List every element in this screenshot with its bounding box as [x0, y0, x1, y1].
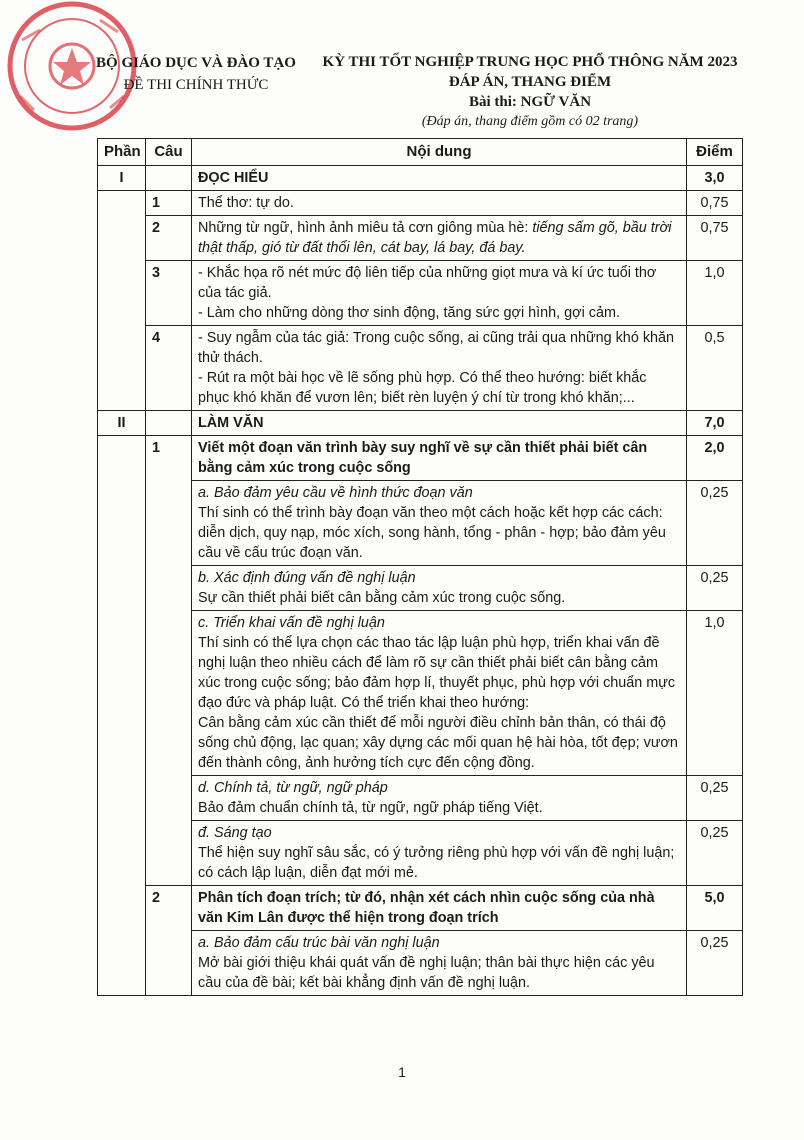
section-score: 7,0	[687, 411, 743, 436]
answer-score: 0,5	[687, 326, 743, 411]
table-row	[98, 776, 743, 821]
table-row	[98, 886, 743, 931]
question-number: 3	[146, 261, 192, 326]
criterion-score: 1,0	[687, 611, 743, 776]
table-row	[98, 481, 743, 566]
criterion: đ. Sáng tạo Thể hiện suy nghĩ sâu sắc, có ý tưởng riêng phù hợp với vấn đề nghị luận; có cách lập luận, diễn đạt mới mẻ.	[192, 821, 687, 886]
answer-table	[97, 138, 743, 996]
answer-score: 0,75	[687, 191, 743, 216]
header-question: Câu	[146, 139, 192, 166]
criterion-score: 0,25	[687, 566, 743, 611]
table-row	[98, 326, 743, 411]
answer-text: - Khắc họa rõ nét mức độ liên tiếp của những giọt mưa và kí ức tuổi thơ của tác giả. - Làm cho những dòng thơ sinh động, tăng sức gợi hình, gợi cảm.	[192, 261, 687, 326]
criterion: d. Chính tả, từ ngữ, ngữ pháp Bảo đảm chuẩn chính tả, từ ngữ, ngữ pháp tiếng Việt.	[192, 776, 687, 821]
table-row	[98, 436, 743, 481]
answer-score: 0,75	[687, 216, 743, 261]
criterion-score: 0,25	[687, 821, 743, 886]
section-row	[98, 166, 743, 191]
table-header-row	[98, 139, 743, 166]
table-row	[98, 611, 743, 776]
criterion-score: 0,25	[687, 931, 743, 996]
table-row	[98, 931, 743, 996]
table-row	[98, 821, 743, 886]
criterion-score: 0,25	[687, 481, 743, 566]
question-title: Phân tích đoạn trích; từ đó, nhận xét cách nhìn cuộc sống của nhà văn Kim Lân được thể hiện trong đoạn trích	[192, 886, 687, 931]
table-row	[98, 191, 743, 216]
page-number: 1	[398, 1064, 406, 1080]
header-content: Nội dung	[192, 139, 687, 166]
question-number: 1	[146, 436, 192, 886]
section-title: ĐỌC HIỂU	[192, 166, 687, 191]
exam-header	[300, 52, 760, 132]
question-number: 1	[146, 191, 192, 216]
table-row	[98, 261, 743, 326]
question-number: 2	[146, 886, 192, 996]
answer-score: 1,0	[687, 261, 743, 326]
official-exam-label: ĐỀ THI CHÍNH THỨC	[123, 77, 269, 93]
question-score: 2,0	[687, 436, 743, 481]
question-score: 5,0	[687, 886, 743, 931]
exam-title: KỲ THI TỐT NGHIỆP TRUNG HỌC PHỔ THÔNG NĂM 2023	[322, 54, 738, 70]
answer-text: Thể thơ: tự do.	[192, 191, 687, 216]
criterion: a. Bảo đảm cấu trúc bài văn nghị luận Mở bài giới thiệu khái quát vấn đề nghị luận; thân bài thực hiện các yêu cầu của đề bài; kết bài khẳng định vấn đề nghị luận.	[192, 931, 687, 996]
ministry-name: BỘ GIÁO DỤC VÀ ĐÀO TẠO	[96, 55, 296, 71]
table-row	[98, 216, 743, 261]
section-row	[98, 411, 743, 436]
header-part: Phần	[98, 139, 146, 166]
section-score: 3,0	[687, 166, 743, 191]
answer-title: ĐÁP ÁN, THANG ĐIỂM	[448, 74, 612, 90]
subject-title: Bài thi: NGỮ VĂN	[468, 94, 592, 110]
header-score: Điểm	[687, 139, 743, 166]
page-count-note: (Đáp án, thang điểm gồm có 02 trang)	[421, 114, 639, 129]
section-numeral: I	[98, 166, 146, 191]
criterion: c. Triển khai vấn đề nghị luận Thí sinh có thể lựa chọn các thao tác lập luận phù hợp, triển khai vấn đề nghị luận theo nhiều cách để làm rõ sự cần thiết phải biết cân bằng cảm xúc trong cuộc sống; bảo đảm hợp lí, thuyết phục, phù hợp với chuẩn mực đạo đức và pháp luật. Có thể triển khai theo hướng: Cân bằng cảm xúc cần thiết để mỗi người điều chỉnh bản thân, có thái độ sống chủ động, lạc quan; xây dựng các mối quan hệ hài hòa, tốt đẹp; vươn đến thành công, ảnh hưởng tích cực đến cộng đồng.	[192, 611, 687, 776]
criterion: a. Bảo đảm yêu cầu về hình thức đoạn văn Thí sinh có thể trình bày đoạn văn theo một cách hoặc kết hợp các cách: diễn dịch, quy nạp, móc xích, song hành, tổng - phân - hợp; bảo đảm yêu cầu về cấu trúc đoạn văn.	[192, 481, 687, 566]
criterion: b. Xác định đúng vấn đề nghị luận Sự cần thiết phải biết cân bằng cảm xúc trong cuộc sống.	[192, 566, 687, 611]
question-title: Viết một đoạn văn trình bày suy nghĩ về sự cần thiết phải biết cân bằng cảm xúc trong cuộc sống	[192, 436, 687, 481]
table-row	[98, 566, 743, 611]
section-numeral: II	[98, 411, 146, 436]
answer-text: - Suy ngẫm của tác giả: Trong cuộc sống, ai cũng trải qua những khó khăn thử thách. - Rút ra một bài học về lẽ sống phù hợp. Có thể theo hướng: biết khắc phục khó khăn để vươn lên; biết rèn luyện ý chí từ trong khó khăn;...	[192, 326, 687, 411]
criterion-score: 0,25	[687, 776, 743, 821]
question-number: 2	[146, 216, 192, 261]
question-number: 4	[146, 326, 192, 411]
answer-text: Những từ ngữ, hình ảnh miêu tả cơn giông mùa hè: tiếng sấm gõ, bầu trời thật thấp, gió từ đất thổi lên, cát bay, lá bay, đá bay.	[192, 216, 687, 261]
ministry-header	[86, 52, 306, 96]
section-title: LÀM VĂN	[192, 411, 687, 436]
